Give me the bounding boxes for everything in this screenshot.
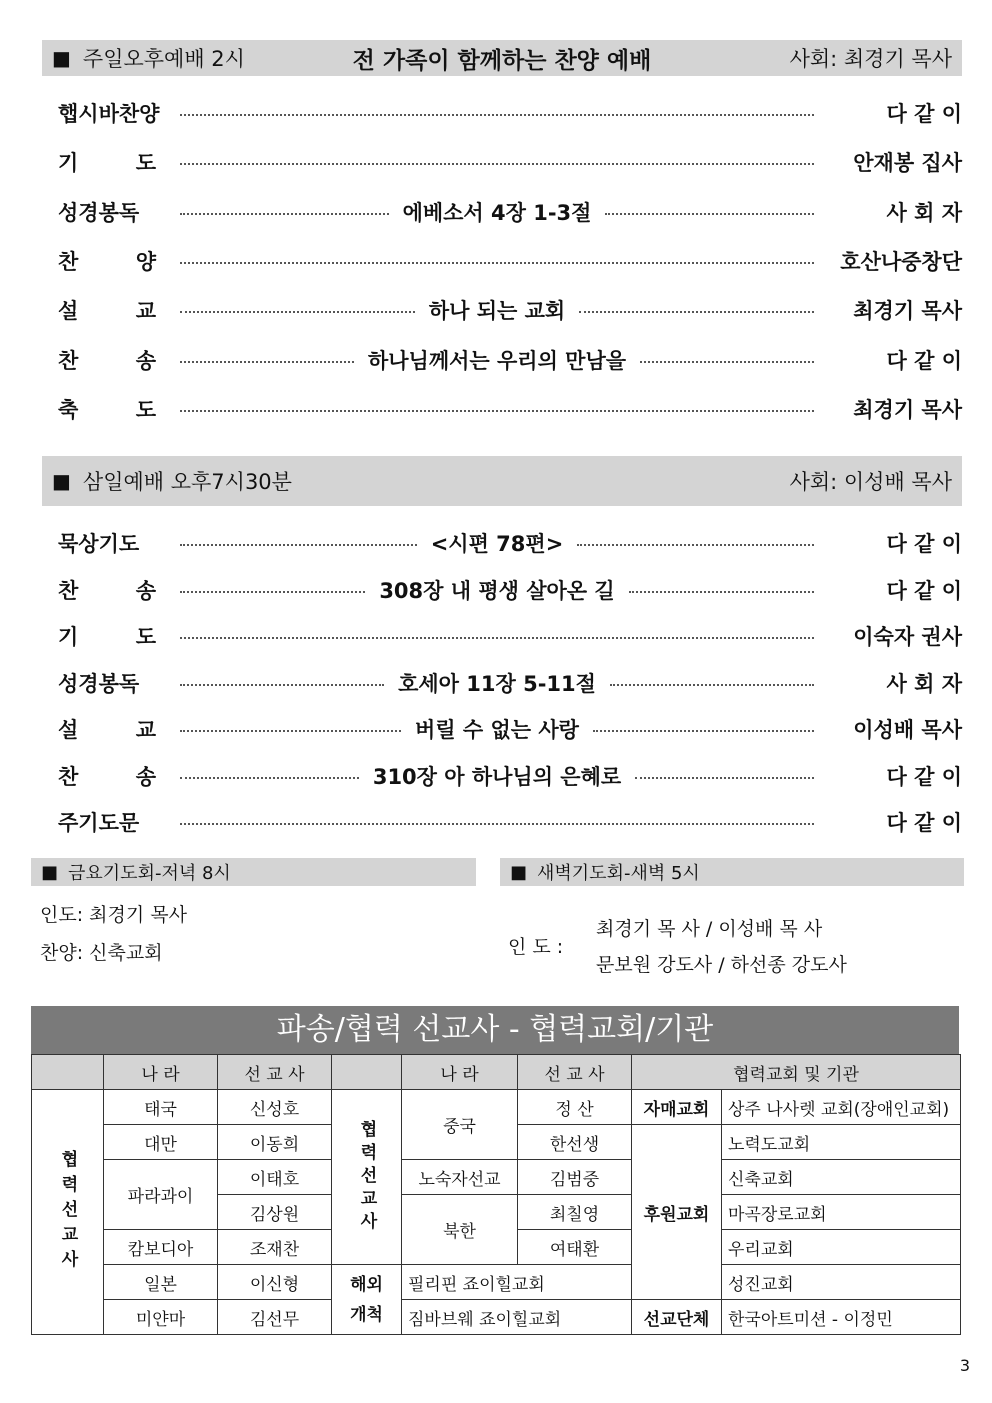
header-partner: 협력교회 및 기관 <box>632 1055 961 1090</box>
program-leader: 이성배 목사 <box>853 718 962 742</box>
program-label: 찬 양 <box>58 249 156 274</box>
country-cell: 대만 <box>104 1125 218 1160</box>
dotted-leader <box>629 591 814 593</box>
dotted-leader <box>180 591 365 593</box>
overseas-label: 해외개척 <box>332 1265 402 1335</box>
dotted-leader <box>180 163 814 165</box>
program-leader: 다 같 이 <box>886 348 962 373</box>
program-leader: 다 같 이 <box>886 578 962 603</box>
support-church: 마곡장로교회 <box>722 1195 961 1230</box>
dotted-leader <box>180 637 814 639</box>
wednesday-host: 사회: 이성배 목사 <box>789 470 952 494</box>
country-cell: 중국 <box>402 1090 518 1160</box>
program-detail: 308장 내 평생 살아온 길 <box>379 578 615 603</box>
program-row <box>58 711 962 747</box>
program-detail: 버릴 수 없는 사랑 <box>415 718 579 742</box>
header-country: 나 라 <box>402 1055 518 1090</box>
country-cell: 태국 <box>104 1090 218 1125</box>
program-detail: 하나 되는 교회 <box>428 299 566 324</box>
program-row <box>58 572 962 608</box>
program-leader: 최경기 목사 <box>853 299 962 324</box>
program-label: 주기도문 <box>58 811 140 835</box>
program-detail: 호세아 11장 5-11절 <box>398 671 596 696</box>
missionary-cell: 이동희 <box>218 1125 332 1160</box>
missionary-cell: 이신형 <box>218 1265 332 1300</box>
sunday-theme: 전 가족이 함께하는 찬양 예배 <box>352 47 652 74</box>
program-row <box>58 292 962 328</box>
program-label: 성경봉독 <box>58 200 140 225</box>
friday-praise: 찬양: 신축교회 <box>40 942 163 964</box>
square-bullet-icon: ■ <box>52 469 71 493</box>
dotted-leader <box>180 777 359 779</box>
dotted-leader <box>180 114 814 116</box>
program-label: 기 도 <box>58 151 156 176</box>
missionary-cell: 한선생 <box>518 1125 632 1160</box>
program-row <box>58 804 962 840</box>
dawn-title: 새벽기도회-새벽 5시 <box>537 863 700 884</box>
program-leader: 다 같 이 <box>886 764 962 789</box>
friday-header <box>31 858 476 886</box>
sunday-host: 사회: 최경기 목사 <box>789 47 952 71</box>
dotted-leader <box>180 684 384 686</box>
missionary-cell: 여태환 <box>518 1230 632 1265</box>
support-church: 노력도교회 <box>722 1125 961 1160</box>
program-leader: 다 같 이 <box>886 532 962 556</box>
program-detail: <시편 78편> <box>430 532 564 556</box>
dotted-leader <box>640 361 814 363</box>
program-row <box>58 144 962 180</box>
missionary-cell: 조재찬 <box>218 1230 332 1265</box>
program-label: 설 교 <box>58 718 156 742</box>
left-group-label: 협력선교사 <box>32 1090 104 1335</box>
dotted-leader <box>180 361 354 363</box>
dawn-header <box>500 858 964 886</box>
country-cell: 노숙자선교 <box>402 1160 518 1195</box>
square-bullet-icon: ■ <box>41 861 59 883</box>
country-cell: 캄보디아 <box>104 1230 218 1265</box>
dotted-leader <box>180 823 814 825</box>
program-leader: 다 같 이 <box>886 102 962 126</box>
program-row <box>58 525 962 561</box>
support-label: 후원교회 <box>632 1125 722 1300</box>
org-label: 선교단체 <box>632 1300 722 1335</box>
missionary-cell: 정 산 <box>518 1090 632 1125</box>
dotted-leader <box>180 544 417 546</box>
dawn-leaders-2: 문보원 강도사 / 하선종 강도사 <box>596 954 847 976</box>
header-missionary: 선 교 사 <box>218 1055 332 1090</box>
program-leader: 최경기 목사 <box>853 397 962 422</box>
missionary-cell: 김선무 <box>218 1300 332 1335</box>
mid-group-label: 협력선교사 <box>332 1090 402 1265</box>
dotted-leader <box>605 213 814 215</box>
dotted-leader <box>577 544 814 546</box>
program-label: 성경봉독 <box>58 671 140 696</box>
sunday-header <box>42 40 962 76</box>
overseas-church: 필리핀 죠이힐교회 <box>402 1265 632 1300</box>
program-row <box>58 391 962 427</box>
support-church: 성진교회 <box>722 1265 961 1300</box>
header-country: 나 라 <box>104 1055 218 1090</box>
country-cell: 미얀마 <box>104 1300 218 1335</box>
dotted-leader <box>180 730 401 732</box>
program-label: 햅시바찬양 <box>58 102 160 126</box>
dawn-leaders-1: 최경기 목 사 / 이성배 목 사 <box>596 918 823 940</box>
friday-leader: 인도: 최경기 목사 <box>40 904 187 926</box>
program-row <box>58 243 962 279</box>
sister-label: 자매교회 <box>632 1090 722 1125</box>
missionary-cell: 김범중 <box>518 1160 632 1195</box>
program-label: 묵상기도 <box>58 532 140 556</box>
program-label: 설 교 <box>58 299 156 324</box>
program-row <box>58 95 962 131</box>
square-bullet-icon: ■ <box>52 46 71 70</box>
country-cell: 북한 <box>402 1195 518 1265</box>
dotted-leader <box>593 730 814 732</box>
program-row <box>58 618 962 654</box>
dotted-leader <box>180 410 814 412</box>
program-detail: 에베소서 4장 1-3절 <box>402 200 592 225</box>
sister-church: 상주 나사렛 교회(장애인교회) <box>722 1090 961 1125</box>
overseas-church: 짐바브웨 죠이힐교회 <box>402 1300 632 1335</box>
missionary-cell: 최칠영 <box>518 1195 632 1230</box>
missionary-cell: 김상원 <box>218 1195 332 1230</box>
program-detail: 310장 아 하나님의 은혜로 <box>372 764 622 789</box>
missionary-cell: 신성호 <box>218 1090 332 1125</box>
program-leader: 안재봉 집사 <box>853 151 962 176</box>
program-row <box>58 194 962 230</box>
header-missionary: 선 교 사 <box>518 1055 632 1090</box>
program-leader: 사 회 자 <box>886 200 963 225</box>
support-church: 우리교회 <box>722 1230 961 1265</box>
mission-org: 한국아트미션 - 이정민 <box>722 1300 961 1335</box>
program-row <box>58 665 962 701</box>
sunday-title: 주일오후예배 2시 <box>82 47 245 71</box>
missionary-cell: 이태호 <box>218 1160 332 1195</box>
program-label: 기 도 <box>58 625 156 649</box>
dotted-leader <box>180 213 389 215</box>
program-leader: 사 회 자 <box>886 671 963 696</box>
program-row <box>58 342 962 378</box>
dotted-leader <box>180 262 814 264</box>
wednesday-header <box>42 456 962 506</box>
support-church: 신축교회 <box>722 1160 961 1195</box>
country-cell: 파라과이 <box>104 1160 218 1230</box>
program-row <box>58 758 962 794</box>
program-label: 찬 송 <box>58 764 156 789</box>
wednesday-title: 삼일예배 오후7시30분 <box>82 470 292 494</box>
program-detail: 하나님께서는 우리의 만남을 <box>367 348 627 373</box>
missions-banner: 파송/협력 선교사 - 협력교회/기관 <box>31 1006 959 1054</box>
program-leader: 이숙자 권사 <box>853 625 962 649</box>
program-label: 축 도 <box>58 397 156 422</box>
program-label: 찬 송 <box>58 348 156 373</box>
dawn-leader-label: 인 도 : <box>508 936 564 958</box>
friday-title: 금요기도회-저녁 8시 <box>68 863 231 884</box>
missions-table <box>31 1054 961 1335</box>
dotted-leader <box>610 684 814 686</box>
dotted-leader <box>579 311 814 313</box>
dotted-leader <box>635 777 814 779</box>
country-cell: 일본 <box>104 1265 218 1300</box>
program-label: 찬 송 <box>58 578 156 603</box>
page-number: 3 <box>959 1356 970 1375</box>
dotted-leader <box>180 311 415 313</box>
square-bullet-icon: ■ <box>510 861 528 883</box>
program-leader: 다 같 이 <box>886 811 962 835</box>
program-leader: 호산나중창단 <box>840 249 962 274</box>
